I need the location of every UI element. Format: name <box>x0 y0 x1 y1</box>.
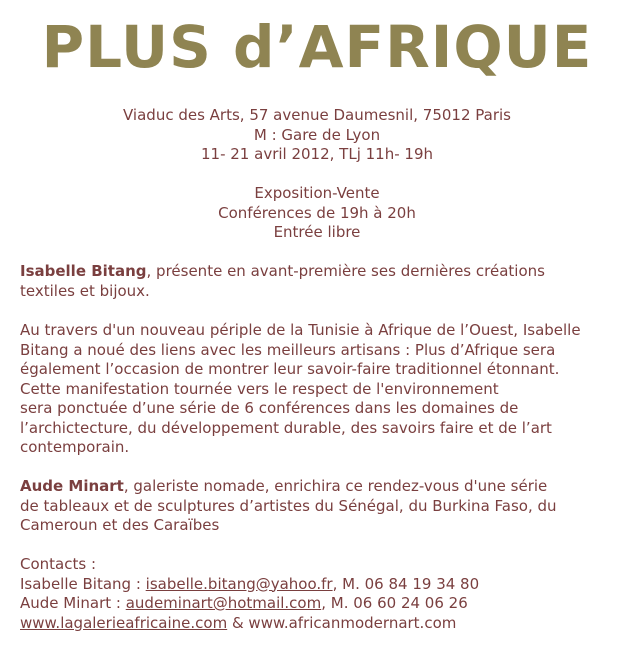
venue-metro: M : Gare de Lyon <box>253 125 381 144</box>
intro-name: Isabelle Bitang <box>20 262 147 280</box>
contact-isabelle-phone: , M. 06 84 19 34 80 <box>332 574 480 593</box>
aude-line2: de tableaux et de sculptures d’artistes du Sénégal, du Burkina Faso, du <box>20 496 557 515</box>
aude-name: Aude Minart <box>20 477 124 495</box>
event-info <box>0 184 634 243</box>
website-link-galerie[interactable]: www.lagalerieafricaine.com <box>20 613 228 632</box>
intro-line2: textiles et bijoux. <box>20 281 150 300</box>
contact-isabelle-label: Isabelle Bitang : <box>20 574 146 593</box>
isabelle-email-link[interactable]: isabelle.bitang@yahoo.fr <box>145 574 333 593</box>
event-entry: Entrée libre <box>273 223 361 241</box>
venue-info <box>0 106 634 165</box>
contacts-heading: Contacts : <box>20 555 96 573</box>
contact-aude-label: Aude Minart : <box>20 594 126 612</box>
aude-paragraph <box>20 477 632 536</box>
event-type: Exposition-Vente <box>254 184 380 202</box>
contact-websites <box>20 614 632 634</box>
aude-line1: , galeriste nomade, enrichira ce rendez-vous d'une série <box>123 477 548 495</box>
contact-isabelle <box>20 575 632 595</box>
body-line: Au travers d'un nouveau périple de la Tunisie à Afrique de l’Ouest, Isabelle <box>20 321 581 339</box>
body-paragraph <box>20 321 632 458</box>
body-line: sera ponctuée d’une série de 6 conférences dans les domaines de <box>20 399 519 417</box>
page-title: PLUS d’AFRIQUE <box>41 13 593 81</box>
contact-aude-phone: , M. 06 60 24 06 26 <box>321 594 468 612</box>
contacts-section <box>20 555 632 633</box>
event-talks: Conférences de 19h à 20h <box>218 203 416 222</box>
website-separator: & <box>227 613 249 632</box>
contact-aude <box>20 594 632 614</box>
venue-dates: 11- 21 avril 2012, TLj 11h- 19h <box>201 145 433 163</box>
venue-address: Viaduc des Arts, 57 avenue Daumesnil, 75012 Paris <box>123 106 511 124</box>
intro-line1: , présente en avant-première ses dernières créations <box>146 262 545 280</box>
body-line: également l’occasion de montrer leur savoir-faire traditionnel étonnant. <box>20 360 560 378</box>
aude-email-link[interactable]: audeminart@hotmail.com <box>125 594 322 612</box>
body-line: contemporain. <box>20 438 130 456</box>
website-africanmodernart: www.africanmodernart.com <box>248 613 457 632</box>
body-line: Cette manifestation tournée vers le respect de l'environnement <box>20 379 499 398</box>
body-line: Bitang a noué des liens avec les meilleurs artisans : Plus d’Afrique sera <box>20 340 556 359</box>
body-line: l’archictecture, du développement durable, des savoirs faire et de l’art <box>20 418 552 437</box>
aude-line3: Cameroun et des Caraïbes <box>20 516 220 534</box>
intro-paragraph <box>20 262 632 301</box>
